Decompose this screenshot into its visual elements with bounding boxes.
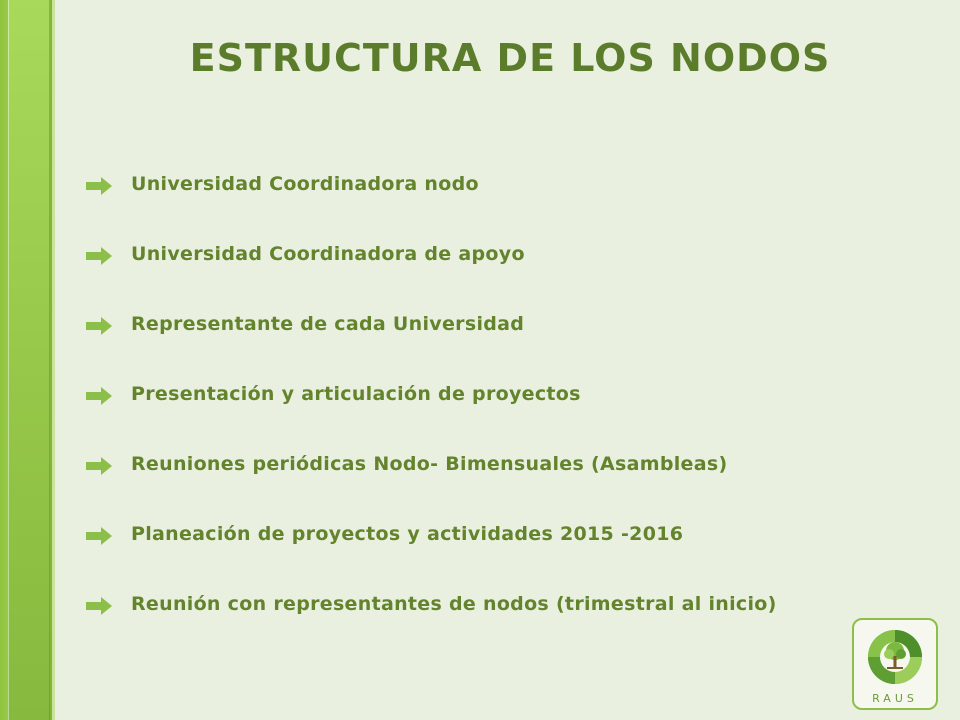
bullet-text: Universidad Coordinadora nodo (131, 173, 479, 195)
bullet-text: Reuniones periódicas Nodo- Bimensuales (Asambleas) (131, 453, 728, 475)
arrow-right-icon (84, 176, 114, 196)
bullet-list (84, 172, 784, 617)
bullet-text: Planeación de proyectos y actividades 2015 -2016 (131, 523, 684, 545)
raus-logo (852, 618, 938, 710)
bullet-item (84, 382, 784, 452)
arrow-right-icon (84, 386, 114, 406)
arrow-right-icon (84, 246, 114, 266)
bullet-text: Universidad Coordinadora de apoyo (131, 243, 525, 265)
side-bar-edge (52, 0, 55, 720)
arrow-right-icon (84, 526, 114, 546)
bullet-text: Representante de cada Universidad (131, 313, 525, 335)
bullet-text: Reunión con representantes de nodos (trimestral al inicio) (131, 593, 777, 615)
bullet-item (84, 242, 784, 312)
bullet-text: Presentación y articulación de proyectos (131, 383, 581, 405)
bullet-item (84, 592, 784, 617)
bullet-item (84, 172, 784, 242)
bullet-item (84, 452, 784, 522)
side-bar-highlight (8, 0, 50, 720)
bullet-item (84, 312, 784, 382)
logo-text: RAUS (872, 692, 918, 705)
side-decorative-bar (0, 0, 54, 720)
tree-puzzle-logo (854, 620, 936, 708)
bullet-item (84, 522, 784, 592)
slide-title: ESTRUCTURA DE LOS NODOS (189, 36, 831, 80)
arrow-right-icon (84, 456, 114, 476)
arrow-right-icon (84, 316, 114, 336)
arrow-right-icon (84, 596, 114, 616)
